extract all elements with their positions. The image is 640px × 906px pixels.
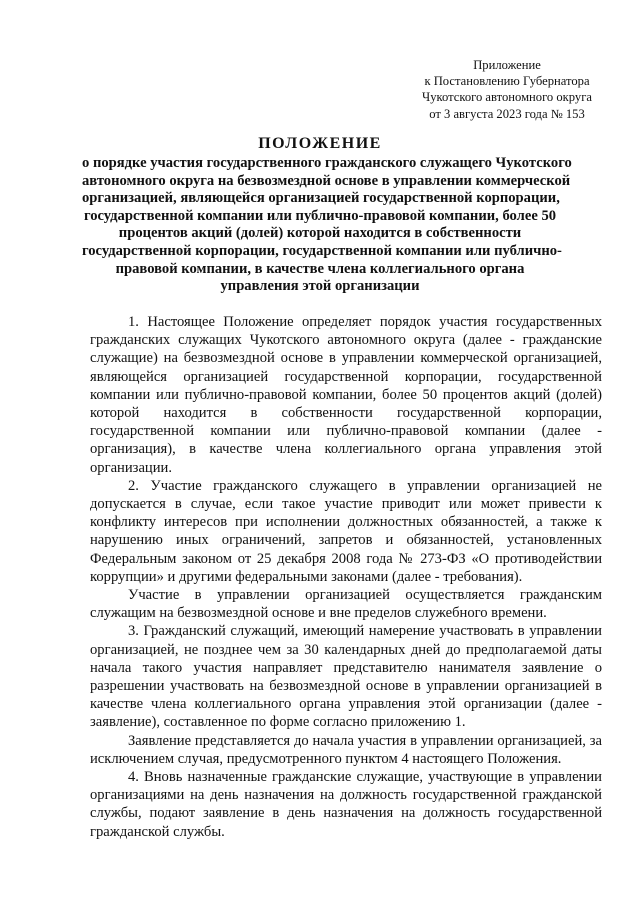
subtitle-line: автономного округа на безвозмездной основе в управлении коммерческой: [82, 172, 571, 189]
paragraph: Участие в управлении организацией осуществляется гражданским служащим на безвозмездной основе и вне пределов служебного времени.: [90, 587, 602, 622]
subtitle-line: процентов акций (долей) которой находится в собственности: [118, 225, 522, 242]
subtitle-line: организацией, являющейся организацией государственной корпорации,: [82, 190, 560, 207]
paragraph: 1. Настоящее Положение определяет порядок участия государственных гражданских служащих Чукотского автономного округа (далее - гражданские служащие) на безвозмездной основе в управлении коммерческой организацией, являющейся организацией государственной корпорации, государственной компании или публично-правовой компании, более 50 процентов акций (долей) которой находится в собственности государственной корпорации, государственной компании или публично-правовой компании (далее - организация), в качестве члена коллегиального органа управления этой организации.: [90, 314, 602, 476]
subtitle-line: государственной компании или публично-правовой компании, более 50: [83, 207, 557, 224]
document-body: [90, 313, 602, 841]
paragraph: 2. Участие гражданского служащего в управлении организацией не допускается в случае, если такое участие приводит или может привести к конфликту интересов при исполнении должностных обязанностей, а также к нарушению иных ограничений, запретов и обязанностей, установленных Федеральным законом от 25 декабря 2008 года № 273-ФЗ «О противодействии коррупции» и другими федеральными законами (далее - требования).: [90, 477, 602, 585]
subtitle-line: государственной корпорации, государственной компании или публично-: [82, 242, 562, 259]
paragraph: Заявление представляется до начала участия в управлении организацией, за исключением случая, предусмотренного пунктом 4 настоящего Положения.: [90, 732, 602, 767]
appendix-line: к Постановлению Губернатора: [424, 74, 590, 89]
paragraph: 4. Вновь назначенные гражданские служащие, участвующие в управлении организациями на день назначения на должность государственной гражданской службы, подают заявление в день назначения на должность государственной гражданской службы.: [90, 769, 602, 840]
document-subtitle: [82, 155, 572, 296]
paragraph: 3. Гражданский служащий, имеющий намерение участвовать в управлении организацией, не позднее чем за 30 календарных дней до предполагаемой даты начала такого участия направляет представителю нанимателя заявление о разрешении участвовать на безвозмездной основе в управлении организацией в качестве члена коллегиального органа управления этой организации (далее - заявление), составленное по форме согласно приложению 1.: [90, 623, 602, 731]
appendix-line: Чукотского автономного округа: [422, 90, 592, 105]
appendix-block: [396, 57, 618, 122]
appendix-line: Приложение: [473, 58, 541, 72]
subtitle-line: управления этой организации: [220, 278, 420, 295]
subtitle-line: правовой компании, в качестве члена коллегиального органа: [115, 260, 525, 277]
subtitle-line: о порядке участия государственного гражданского служащего Чукотского: [82, 155, 572, 171]
document-title: ПОЛОЖЕНИЕ: [258, 135, 382, 152]
appendix-line: от 3 августа 2023 года № 153: [429, 106, 585, 121]
